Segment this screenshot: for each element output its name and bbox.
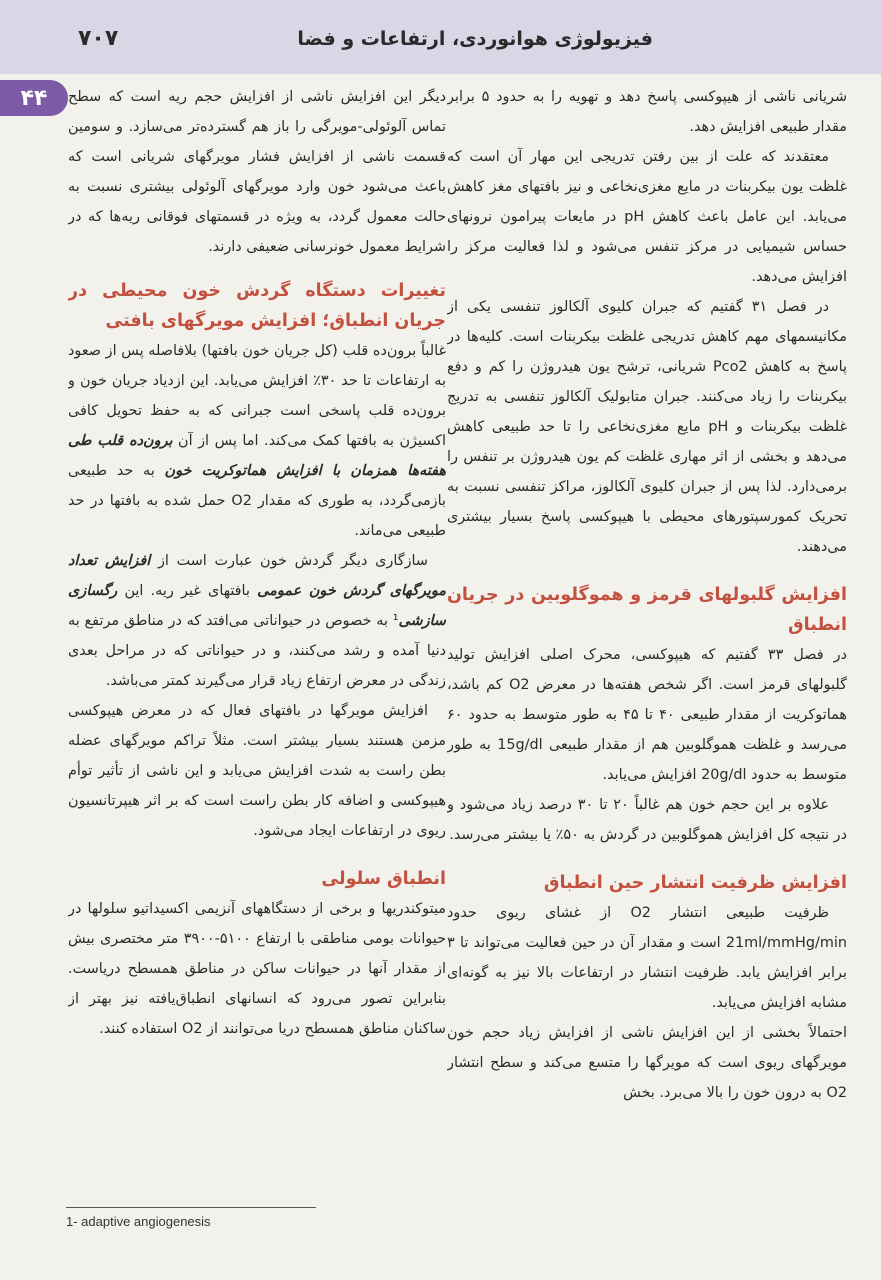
paragraph: معتقدند که علت از بین رفتن تدریجی این مهار آن است که غلظت یون بیکربنات در مایع مغزی‌نخاعی و نیز بافتهای مغز کاهش می‌یابد. این عامل باعث کاهش pH در مایعات پیرامون نرونهای حساس شیمیایی در مرکز تنفس می‌شود و لذا فعالیت مرکز را افزایش می‌دهد. xyxy=(447,149,847,285)
paragraph: ظرفیت طبیعی انتشار O2 از غشای ریوی حدود 21ml/mmHg/min است و مقدار آن در حین فعالیت می‌تواند تا ۳ برابر افزایش یابد. ظرفیت انتشار در ارتفاعات بالا نیز به گونه‌ای مشابه افزایش می‌یابد. xyxy=(447,905,847,1011)
section-heading: افزایش ظرفیت انتشار حین انطباق xyxy=(543,873,847,893)
text-run: بافتهای غیر ریه. این xyxy=(117,583,258,599)
text-run: به حد طبیعی بازمی‌گردد، به طوری که مقدار O2 حمل شده به بافتها در حد طبیعی می‌ماند. xyxy=(68,463,446,539)
emphasis-text: برون‌ده قلب طی هفته‌ها همزمان با افزایش هماتوکریت خون xyxy=(68,433,446,479)
footnote: 1- adaptive angiogenesis xyxy=(66,1214,211,1229)
text-run: غالباً برون‌ده قلب (کل جریان خون بافتها) بلافاصله پس از صعود به ارتفاعات تا حد ۳۰٪ افزایش می‌یابد. این ازدیاد جریان خون و برون‌ده قلب پاسخی است جبرانی که به حفظ تحویل کافی اکسیژن به بافتها کمک می‌کند. اما پس از آن xyxy=(68,343,446,449)
section-heading: انطباق سلولی xyxy=(321,869,446,889)
section-heading: تغییرات دستگاه گردش خون محیطی در جریان انطباق؛ افزایش مویرگهای بافتی xyxy=(68,281,446,331)
footnote-divider xyxy=(66,1207,316,1208)
paragraph: احتمالاً بخشی از این افزایش ناشی از افزایش زیاد حجم خون مویرگهای ریوی است که مویرگها را متسع می‌کند و سطح انتشار O2 به درون خون را بالا می‌برد. بخش xyxy=(447,1025,847,1101)
paragraph: دیگر این افزایش ناشی از افزایش حجم ریه است که سطح تماس آلوئولی-مویرگی را باز هم گسترده‌تر می‌سازد. و سومین قسمت ناشی از افزایش فشار مویرگهای شریانی است که باعث می‌شود خون وارد مویرگهای آلوئولی بیشتری نسبت به حالت معمول گردد، به ویژه در قسمتهای فوقانی ریه‌ها که در شرایط معمول خونرسانی ضعیفی دارند. xyxy=(68,89,446,255)
right-column xyxy=(447,82,847,1232)
chapter-tab: ۴۴ xyxy=(0,80,68,116)
page-header xyxy=(0,0,881,74)
paragraph: در فصل ۳۱ گفتیم که جبران کلیوی آلکالوز تنفسی یکی از مکانیسمهای مهم کاهش تدریجی غلظت بیکربنات است. کلیه‌ها در پاسخ به کاهش Pco2 شریانی، ترشح یون هیدروژن را کم و دفع بیکربنات را زیاد می‌کنند. جبران متابولیک آلکالوز تنفسی به تدریج غلظت بیکربنات و pH مایع مغزی‌نخاعی را تا حد طبیعی کاهش می‌دهد و بخشی از اثر مهاری غلظت کم یون هیدروژن بر تنفس را برمی‌دارد. لذا پس از جبران کلیوی آلکالوز، مراکز تنفسی نسبت به تحریک کمورسپتورهای محیطی با هیپوکسی پاسخ بسیار بیشتری می‌دهند. xyxy=(447,299,847,555)
paragraph: میتوکندریها و برخی از دستگاههای آنزیمی اکسیداتیو سلولها در حیوانات بومی مناطقی با ارتفاع ۵۱۰۰-۳۹۰۰ متر مختصری بیش از مقدار آنها در حیوانات ساکن در مناطق همسطح دریاست. بنابراین تصور می‌رود که انسانهای انطباق‌یافته نیز بهتر از ساکنان مناطق همسطح دریا می‌توانند از O2 استفاده کنند. xyxy=(68,901,446,1037)
paragraph: در فصل ۳۳ گفتیم که هیپوکسی، محرک اصلی افزایش تولید گلبولهای قرمز است. اگر شخص هفته‌ها در معرض O2 کم باشد، هماتوکریت از مقدار طبیعی ۴۰ تا ۴۵ به طور متوسط به حدود ۶۰ می‌رسد و غلظت هموگلوبین هم از مقدار طبیعی 15g/dl به طور متوسط به حدود 20g/dl افزایش می‌یابد. xyxy=(447,647,847,783)
emphasis-text: افزایش تعداد مویرگهای گردش خون عمومی xyxy=(68,553,446,599)
running-title: فیزیولوژی هوانوردی، ارتفاعات و فضا xyxy=(297,28,653,50)
paragraph xyxy=(68,336,446,546)
text-run: سازگاری دیگر گردش خون عبارت است از xyxy=(150,553,428,569)
paragraph xyxy=(68,546,446,696)
emphasis-text: رگسازی سازشی xyxy=(68,583,446,629)
left-column xyxy=(68,82,446,1192)
paragraph: علاوه بر این حجم خون هم غالباً ۲۰ تا ۳۰ درصد زیاد می‌شود و در نتیجه کل افزایش هموگلوبین در گردش به ۵۰٪ یا بیشتر می‌رسد. xyxy=(447,797,847,843)
text-run: ¹ به خصوص در حیواناتی می‌افتد که در مناطق مرتفع به دنیا آمده و رشد می‌کنند، و در حیواناتی که در مراحل بعدی زندگی در معرض ارتفاع زیاد قرار می‌گیرند کمتر می‌باشد. xyxy=(68,613,446,689)
page-number: ۷۰۷ xyxy=(78,26,119,51)
section-heading: افزایش گلبولهای قرمز و هموگلوبین در جریان انطباق xyxy=(447,585,847,635)
paragraph: افزایش مویرگها در بافتهای فعال که در معرض هیپوکسی مزمن هستند بسیار بیشتر است. مثلاً تراکم مویرگهای عضله بطن راست به شدت افزایش می‌یابد و این ناشی از تأثیر توأم هیپوکسی و اضافه کار بطن راست است که بر اثر هیپرتانسیون ریوی در ارتفاعات ایجاد می‌شود. xyxy=(68,703,446,839)
paragraph: شریانی ناشی از هیپوکسی پاسخ دهد و تهویه را به حدود ۵ برابر مقدار طبیعی افزایش دهد. xyxy=(447,89,847,135)
